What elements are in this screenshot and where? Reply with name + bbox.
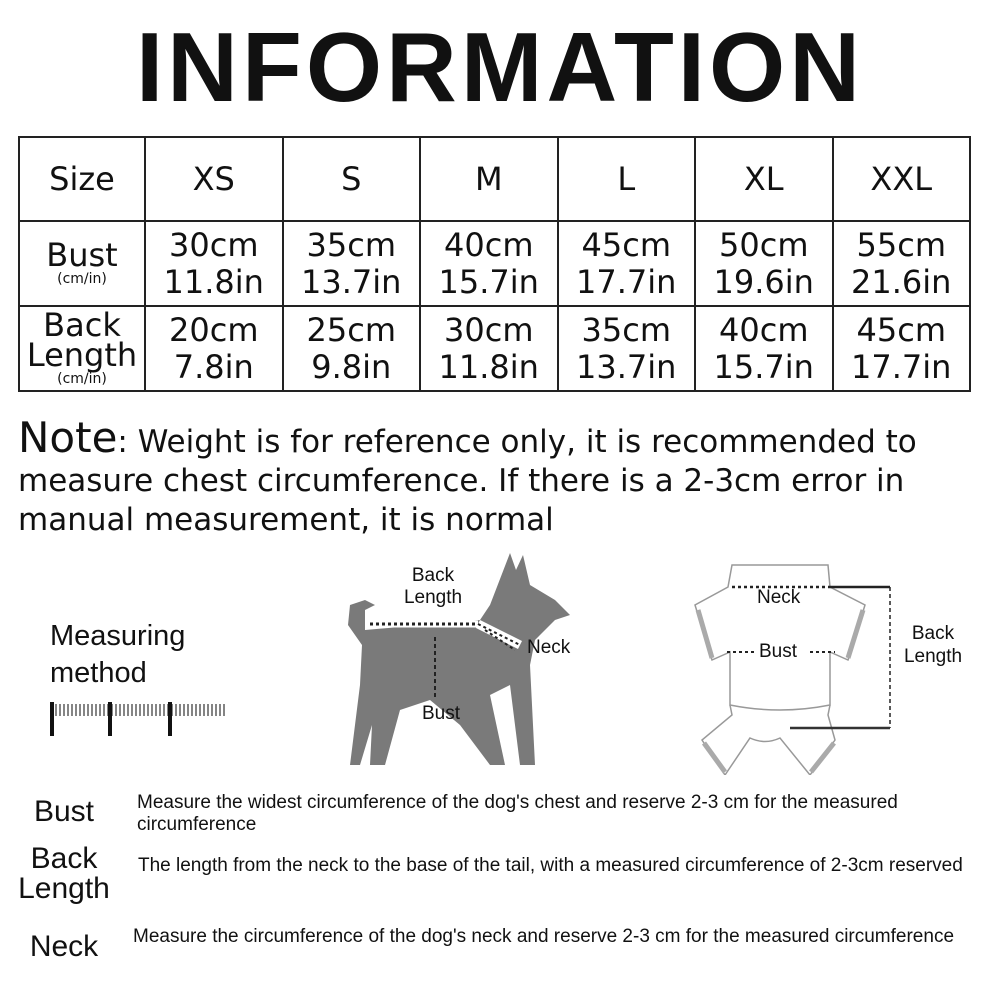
cell-cm: 55cm: [856, 225, 946, 264]
row-label-cell: [19, 306, 145, 391]
header-size-l: L: [558, 137, 696, 221]
table-cell: [833, 306, 971, 391]
table-cell: [558, 306, 696, 391]
definition-text-neck: Measure the circumference of the dog's neck and reserve 2-3 cm for the measured circumference: [133, 926, 955, 947]
cell-in: 13.7in: [576, 347, 677, 386]
cell-cm: 50cm: [719, 225, 809, 264]
dog-bust-label: Bust: [422, 703, 461, 724]
cell-cm: 45cm: [856, 310, 946, 349]
cell-in: 17.7in: [851, 347, 952, 386]
dog-back-length-label: Back Length: [403, 565, 463, 608]
table-cell: [283, 306, 421, 391]
definition-name-bust: Bust: [33, 795, 95, 828]
table-cell: [558, 221, 696, 306]
cell-cm: 35cm: [581, 310, 671, 349]
table-row: [19, 306, 970, 391]
cell-in: 15.7in: [713, 347, 814, 386]
header-size: Size: [19, 137, 145, 221]
garment-neck-label: Neck: [757, 587, 801, 608]
note-label: Note: [18, 413, 118, 462]
row-label-cell: [19, 221, 145, 306]
row-label: Back Length: [26, 305, 138, 374]
page-title: INFORMATION: [135, 12, 865, 122]
header-size-m: M: [420, 137, 558, 221]
dog-neck-label: Neck: [527, 637, 571, 658]
table-cell: [145, 306, 283, 391]
cell-in: 17.7in: [576, 262, 677, 301]
header-size-xs: XS: [145, 137, 283, 221]
cell-in: 11.8in: [438, 347, 539, 386]
note-text: : Weight is for reference only, it is recommended to measure chest circumference. If there is a 2-3cm error in manual measurement, it is normal: [18, 424, 917, 538]
ruler-icon: [48, 700, 228, 740]
table-header-row: [19, 137, 970, 221]
definition-name-neck: Neck: [29, 930, 99, 963]
cell-in: 7.8in: [173, 347, 254, 386]
cell-cm: 40cm: [444, 225, 534, 264]
definition-text-back-length: The length from the neck to the base of the tail, with a measured circumference of 2-3cm reserved: [138, 855, 963, 876]
cell-cm: 25cm: [306, 310, 396, 349]
row-label: Bust: [46, 235, 118, 274]
row-unit: (cm/in): [57, 370, 107, 387]
cell-cm: 45cm: [581, 225, 671, 264]
note-paragraph: [18, 413, 988, 540]
cell-cm: 30cm: [169, 225, 259, 264]
definition-text-bust: Measure the widest circumference of the dog's chest and reserve 2-3 cm for the measured circumference: [137, 792, 898, 835]
cell-in: 15.7in: [438, 262, 539, 301]
table-row: [19, 221, 970, 306]
cell-in: 13.7in: [301, 262, 402, 301]
cell-cm: 20cm: [169, 310, 259, 349]
table-cell: [695, 306, 833, 391]
table-cell: [420, 306, 558, 391]
row-unit: (cm/in): [57, 270, 107, 287]
size-chart-table: [18, 136, 971, 392]
cell-cm: 40cm: [719, 310, 809, 349]
cell-in: 11.8in: [163, 262, 264, 301]
cell-in: 19.6in: [713, 262, 814, 301]
cell-in: 9.8in: [311, 347, 392, 386]
table-cell: [145, 221, 283, 306]
definition-name-back-length: Back Length: [18, 842, 110, 905]
cell-cm: 35cm: [306, 225, 396, 264]
header-size-xxl: XXL: [833, 137, 971, 221]
header-size-s: S: [283, 137, 421, 221]
garment-bust-label: Bust: [759, 641, 798, 662]
header-size-xl: XL: [695, 137, 833, 221]
table-cell: [283, 221, 421, 306]
cell-in: 21.6in: [851, 262, 952, 301]
table-cell: [420, 221, 558, 306]
table-cell: [695, 221, 833, 306]
measuring-method-title: Measuring method: [50, 620, 186, 689]
cell-cm: 30cm: [444, 310, 534, 349]
garment-back-length-label: Back Length: [903, 623, 963, 667]
table-cell: [833, 221, 971, 306]
